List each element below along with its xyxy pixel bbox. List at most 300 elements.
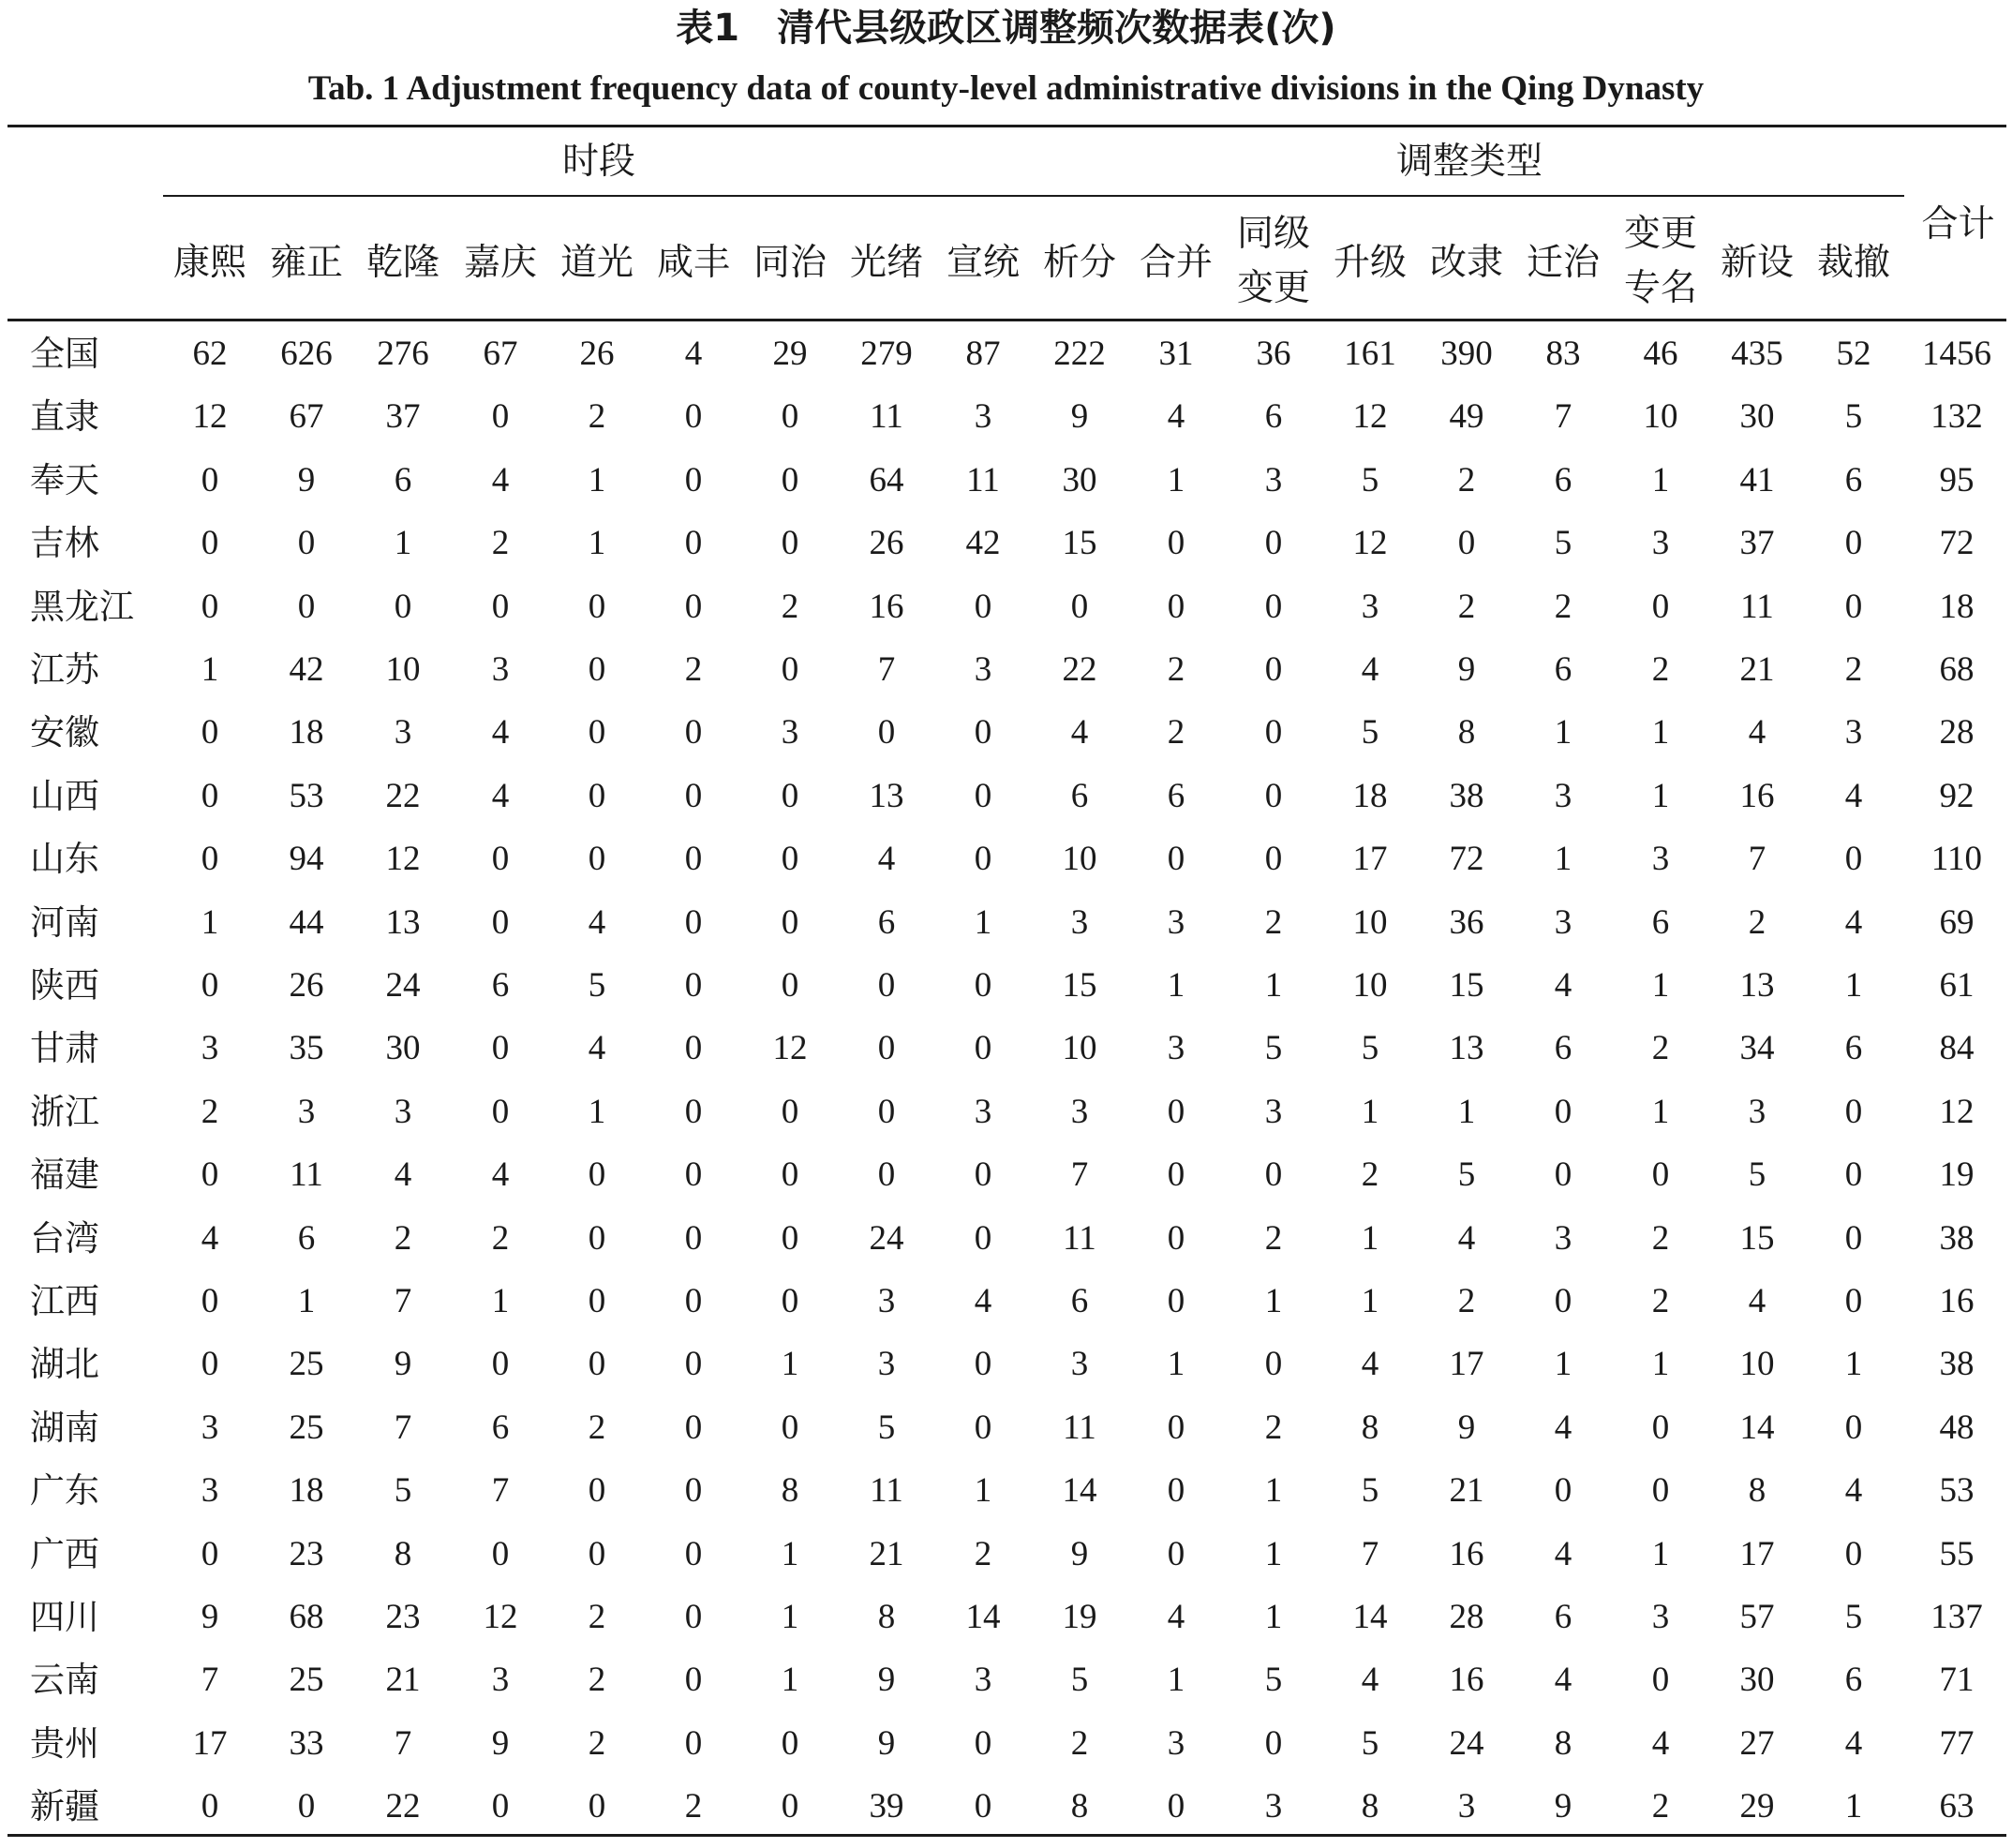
table-cell: 0 [201, 1282, 219, 1320]
table-cell: 2 [588, 1408, 606, 1447]
table-cell: 62 [192, 335, 228, 373]
table-cell: 0 [684, 713, 703, 752]
table-cell: 0 [974, 1787, 992, 1826]
table-cell: 6 [1264, 397, 1283, 436]
table-cell: 6 [1070, 777, 1089, 815]
table-cell: 4 [1554, 1408, 1572, 1447]
row-label-region: 浙江 [30, 1092, 99, 1132]
table-cell: 12 [192, 397, 228, 436]
row-label-region: 黑龙江 [30, 587, 134, 627]
table-cell: 6 [877, 903, 896, 942]
column-header: 咸丰 [656, 242, 730, 284]
table-cell: 12 [1352, 397, 1388, 436]
table-cell: 11 [1063, 1219, 1096, 1258]
table-cell: 1 [1844, 966, 1863, 1005]
column-header: 析分 [1042, 242, 1116, 284]
table-cell: 1 [297, 1282, 316, 1320]
table-cell: 5 [1361, 1724, 1379, 1763]
table-cell: 9 [1070, 1535, 1089, 1573]
table-cell: 35 [289, 1029, 324, 1067]
table-cell: 0 [684, 461, 703, 499]
table-cell: 5 [1264, 1661, 1283, 1699]
table-cell: 13 [1739, 966, 1775, 1005]
table-cell: 0 [781, 1787, 799, 1826]
total-cell: 38 [1939, 1345, 1975, 1383]
table-cell: 0 [1167, 1408, 1185, 1447]
table-cell: 4 [491, 777, 510, 815]
table-cell: 3 [1457, 1787, 1476, 1826]
table-cell: 3 [1167, 1724, 1185, 1763]
total-cell: 28 [1939, 713, 1975, 752]
table-cell: 0 [684, 1661, 703, 1699]
table-cell: 0 [877, 966, 896, 1005]
table-cell: 94 [289, 840, 324, 878]
table-cell: 1 [1167, 1345, 1185, 1383]
table-cell: 21 [1449, 1471, 1484, 1510]
table-cell: 0 [1651, 1661, 1670, 1699]
table-cell: 0 [781, 840, 799, 878]
table-cell: 1 [1651, 461, 1670, 499]
table-cell: 0 [1167, 1787, 1185, 1826]
group-header-adjustment-type: 调整类型 [1395, 141, 1543, 183]
table-cell: 0 [588, 777, 606, 815]
table-cell: 1 [974, 903, 992, 942]
table-cell: 10 [1643, 397, 1678, 436]
table-cell: 0 [1457, 524, 1476, 562]
table-cell: 15 [1062, 966, 1097, 1005]
total-cell: 53 [1939, 1471, 1975, 1510]
row-label-region: 甘肃 [30, 1028, 99, 1068]
table-cell: 18 [289, 1471, 324, 1510]
table-cell: 0 [781, 1219, 799, 1258]
table-cell: 0 [1264, 1724, 1283, 1763]
row-label-region: 江西 [30, 1281, 99, 1321]
table-cell: 0 [1554, 1093, 1572, 1131]
table-cell: 14 [965, 1598, 1001, 1636]
table-cell: 0 [588, 588, 606, 626]
row-label-region: 贵州 [30, 1723, 99, 1764]
table-cell: 0 [1167, 588, 1185, 626]
total-cell: 48 [1939, 1408, 1975, 1447]
table-cell: 5 [877, 1408, 896, 1447]
table-cell: 28 [1449, 1598, 1484, 1636]
table-cell: 0 [491, 1029, 510, 1067]
row-label-region: 四川 [30, 1597, 99, 1637]
total-cell: 61 [1939, 966, 1975, 1005]
table-cell: 4 [394, 1155, 412, 1194]
table-cell: 10 [1739, 1345, 1775, 1383]
row-label-region: 吉林 [30, 523, 99, 563]
table-cell: 3 [1264, 461, 1283, 499]
table-cell: 2 [588, 1598, 606, 1636]
table-cell: 2 [1457, 1282, 1476, 1320]
total-cell: 77 [1939, 1724, 1975, 1763]
table-cell: 0 [1651, 588, 1670, 626]
table-cell: 3 [877, 1282, 896, 1320]
row-label-region: 云南 [30, 1660, 99, 1700]
table-cell: 0 [201, 777, 219, 815]
table-cell: 0 [588, 1787, 606, 1826]
table-cell: 5 [1070, 1661, 1089, 1699]
table-cell: 13 [385, 903, 421, 942]
table-cell: 0 [974, 1219, 992, 1258]
table-cell: 3 [491, 650, 510, 689]
table-cell: 30 [1739, 397, 1775, 436]
table-cell: 0 [394, 588, 412, 626]
table-cell: 12 [1352, 524, 1388, 562]
table-cell: 11 [870, 397, 903, 436]
table-cell: 21 [385, 1661, 421, 1699]
table-cell: 0 [491, 397, 510, 436]
column-header: 宣统 [946, 242, 1020, 284]
table-cell: 0 [974, 588, 992, 626]
table-cell: 24 [385, 966, 421, 1005]
table-cell: 0 [201, 840, 219, 878]
table-cell: 0 [877, 1029, 896, 1067]
table-cell: 0 [684, 777, 703, 815]
column-header: 道光 [559, 242, 633, 284]
table-cell: 2 [1264, 1408, 1283, 1447]
table-cell: 0 [1554, 1155, 1572, 1194]
total-cell: 38 [1939, 1219, 1975, 1258]
table-cell: 0 [1167, 1219, 1185, 1258]
table-cell: 0 [297, 1787, 316, 1826]
table-cell: 6 [1844, 1029, 1863, 1067]
table-cell: 26 [869, 524, 904, 562]
table-cell: 0 [491, 903, 510, 942]
table-cell: 8 [1361, 1408, 1379, 1447]
table-cell: 8 [877, 1598, 896, 1636]
table-cell: 0 [201, 588, 219, 626]
table-cell: 9 [297, 461, 316, 499]
table-cell: 2 [1264, 903, 1283, 942]
table-cell: 24 [869, 1219, 904, 1258]
table-cell: 5 [1748, 1155, 1766, 1194]
table-cell: 0 [684, 1093, 703, 1131]
table-cell: 37 [1739, 524, 1775, 562]
table-cell: 4 [1844, 1471, 1863, 1510]
table-cell: 16 [1739, 777, 1775, 815]
table-cell: 0 [588, 713, 606, 752]
table-cell: 2 [1264, 1219, 1283, 1258]
table-cell: 36 [1256, 335, 1291, 373]
table-cell: 0 [1264, 588, 1283, 626]
table-cell: 2 [781, 588, 799, 626]
table-cell: 4 [1554, 1661, 1572, 1699]
table-cell: 67 [289, 397, 324, 436]
column-header: 改隶 [1429, 242, 1503, 284]
table-cell: 3 [1264, 1787, 1283, 1826]
column-header: 同级 [1236, 213, 1310, 255]
table-cell: 9 [491, 1724, 510, 1763]
table-cell: 10 [1352, 903, 1388, 942]
table-cell: 1 [588, 524, 606, 562]
table-cell: 0 [684, 397, 703, 436]
table-cell: 3 [1070, 1093, 1089, 1131]
table-cell: 3 [1844, 713, 1863, 752]
table-cell: 0 [1070, 588, 1089, 626]
table-cell: 0 [588, 1471, 606, 1510]
table-cell: 0 [781, 397, 799, 436]
header-bottom-rule [7, 319, 2006, 321]
table-cell: 34 [1739, 1029, 1775, 1067]
column-header: 变更 [1236, 267, 1310, 309]
table-cell: 2 [201, 1093, 219, 1131]
table-cell: 0 [1651, 1408, 1670, 1447]
table-cell: 7 [1554, 397, 1572, 436]
table-cell: 0 [1554, 1471, 1572, 1510]
table-cell: 4 [1651, 1724, 1670, 1763]
table-cell: 0 [974, 713, 992, 752]
table-cell: 25 [289, 1345, 324, 1383]
table-cell: 1 [1264, 1282, 1283, 1320]
table-cell: 1 [1361, 1093, 1379, 1131]
table-cell: 7 [491, 1471, 510, 1510]
row-label-region: 广西 [30, 1534, 99, 1574]
table-cell: 2 [1457, 461, 1476, 499]
table-cell: 0 [588, 1535, 606, 1573]
total-cell: 16 [1939, 1282, 1975, 1320]
table-cell: 3 [1554, 1219, 1572, 1258]
table-cell: 14 [1352, 1598, 1388, 1636]
column-header: 变更 [1623, 213, 1697, 255]
row-label-region: 山西 [30, 776, 99, 816]
table-cell: 21 [869, 1535, 904, 1573]
table-cell: 0 [1167, 1093, 1185, 1131]
table-cell: 3 [297, 1093, 316, 1131]
table-cell: 4 [588, 903, 606, 942]
table-cell: 4 [1361, 1345, 1379, 1383]
table-cell: 1 [1651, 1345, 1670, 1383]
table-cell: 7 [201, 1661, 219, 1699]
table-cell: 6 [1651, 903, 1670, 942]
table-cell: 3 [201, 1471, 219, 1510]
table-cell: 16 [869, 588, 904, 626]
total-cell: 19 [1939, 1155, 1975, 1194]
table-cell: 3 [781, 713, 799, 752]
table-cell: 435 [1731, 335, 1783, 373]
table-cell: 6 [1844, 461, 1863, 499]
table-cell: 8 [1554, 1724, 1572, 1763]
table-cell: 161 [1344, 335, 1396, 373]
table-cell: 15 [1062, 524, 1097, 562]
table-cell: 2 [588, 397, 606, 436]
table-cell: 25 [289, 1661, 324, 1699]
table-cell: 22 [385, 1787, 421, 1826]
table-title-chinese: 表1 清代县级政区调整频次数据表(次) [676, 7, 1336, 50]
table-cell: 1 [1844, 1345, 1863, 1383]
table-cell: 8 [1361, 1787, 1379, 1826]
column-header: 光绪 [849, 242, 923, 284]
table-cell: 1 [1651, 1535, 1670, 1573]
table-cell: 42 [965, 524, 1001, 562]
table-cell: 0 [974, 1155, 992, 1194]
table-cell: 6 [1167, 777, 1185, 815]
table-cell: 6 [1844, 1661, 1863, 1699]
table-cell: 2 [1361, 1155, 1379, 1194]
table-cell: 1 [1264, 1535, 1283, 1573]
table-cell: 9 [201, 1598, 219, 1636]
table-cell: 3 [1167, 1029, 1185, 1067]
table-cell: 8 [394, 1535, 412, 1573]
table-cell: 36 [1449, 903, 1484, 942]
table-cell: 67 [483, 335, 518, 373]
total-cell: 68 [1939, 650, 1975, 689]
table-cell: 22 [1062, 650, 1097, 689]
table-cell: 5 [1844, 397, 1863, 436]
table-cell: 12 [385, 840, 421, 878]
column-header: 升级 [1333, 242, 1407, 284]
table-cell: 4 [1070, 713, 1089, 752]
table-cell: 53 [289, 777, 324, 815]
table-cell: 7 [394, 1724, 412, 1763]
table-cell: 9 [1457, 1408, 1476, 1447]
table-cell: 14 [1062, 1471, 1097, 1510]
table-cell: 7 [877, 650, 896, 689]
total-cell: 63 [1939, 1787, 1975, 1826]
table-cell: 0 [684, 840, 703, 878]
table-cell: 0 [781, 1724, 799, 1763]
table-cell: 9 [877, 1724, 896, 1763]
table-cell: 6 [1554, 650, 1572, 689]
table-cell: 1 [1167, 1661, 1185, 1699]
row-label-region: 山东 [30, 839, 99, 879]
table-cell: 3 [1651, 1598, 1670, 1636]
table-cell: 1 [974, 1471, 992, 1510]
table-cell: 18 [289, 713, 324, 752]
table-cell: 0 [781, 1093, 799, 1131]
table-cell: 1 [1361, 1219, 1379, 1258]
table-cell: 15 [1449, 966, 1484, 1005]
table-cell: 5 [394, 1471, 412, 1510]
table-cell: 6 [1070, 1282, 1089, 1320]
table-cell: 5 [1361, 1029, 1379, 1067]
table-cell: 0 [1167, 1535, 1185, 1573]
table-cell: 0 [877, 1093, 896, 1131]
table-cell: 0 [1844, 588, 1863, 626]
column-header: 乾隆 [365, 242, 440, 284]
table-cell: 0 [781, 1282, 799, 1320]
table-cell: 3 [1070, 903, 1089, 942]
table-cell: 0 [1651, 1155, 1670, 1194]
table-cell: 2 [588, 1724, 606, 1763]
table-cell: 4 [491, 1155, 510, 1194]
table-cell: 30 [1739, 1661, 1775, 1699]
table-cell: 3 [1748, 1093, 1766, 1131]
table-cell: 27 [1739, 1724, 1775, 1763]
row-label-region: 全国 [30, 334, 99, 374]
table-cell: 4 [1167, 397, 1185, 436]
table-cell: 4 [1361, 1661, 1379, 1699]
table-cell: 0 [684, 1219, 703, 1258]
table-cell: 4 [1361, 650, 1379, 689]
table-cell: 0 [1167, 1471, 1185, 1510]
table-cell: 0 [781, 903, 799, 942]
table-cell: 276 [377, 335, 429, 373]
table-cell: 1 [1361, 1282, 1379, 1320]
table-cell: 1 [1167, 966, 1185, 1005]
table-cell: 3 [974, 650, 992, 689]
top-rule [7, 125, 2006, 127]
table-cell: 7 [1748, 840, 1766, 878]
table-cell: 0 [1167, 1155, 1185, 1194]
table-cell: 7 [1361, 1535, 1379, 1573]
table-cell: 0 [1264, 524, 1283, 562]
table-cell: 4 [1748, 713, 1766, 752]
table-cell: 6 [1554, 1029, 1572, 1067]
table-cell: 279 [860, 335, 913, 373]
table-cell: 0 [1167, 524, 1185, 562]
table-cell: 57 [1739, 1598, 1775, 1636]
table-cell: 17 [192, 1724, 228, 1763]
table-cell: 0 [201, 966, 219, 1005]
table-cell: 46 [1643, 335, 1678, 373]
table-cell: 5 [1844, 1598, 1863, 1636]
table-cell: 0 [588, 1155, 606, 1194]
table-cell: 0 [201, 524, 219, 562]
table-cell: 0 [781, 1408, 799, 1447]
table-cell: 4 [1167, 1598, 1185, 1636]
table-cell: 2 [1167, 713, 1185, 752]
table-cell: 3 [1651, 524, 1670, 562]
table-cell: 5 [1264, 1029, 1283, 1067]
table-cell: 10 [1352, 966, 1388, 1005]
table-cell: 18 [1352, 777, 1388, 815]
table-cell: 9 [1070, 397, 1089, 436]
total-cell: 69 [1939, 903, 1975, 942]
table-cell: 0 [974, 1029, 992, 1067]
table-cell: 1 [781, 1535, 799, 1573]
table-cell: 2 [491, 1219, 510, 1258]
table-cell: 0 [1844, 1282, 1863, 1320]
table-cell: 1 [201, 903, 219, 942]
table-cell: 0 [684, 1408, 703, 1447]
table-cell: 0 [201, 1345, 219, 1383]
table-cell: 1 [781, 1345, 799, 1383]
table-cell: 3 [491, 1661, 510, 1699]
table-cell: 3 [201, 1408, 219, 1447]
table-cell: 0 [781, 966, 799, 1005]
total-cell: 12 [1939, 1093, 1975, 1131]
table-cell: 1 [1651, 1093, 1670, 1131]
table-cell: 0 [201, 461, 219, 499]
table-cell: 83 [1545, 335, 1581, 373]
table-cell: 8 [1457, 713, 1476, 752]
total-cell: 95 [1939, 461, 1975, 499]
column-header: 新设 [1720, 242, 1794, 284]
table-cell: 11 [1740, 588, 1774, 626]
column-header: 专名 [1623, 267, 1697, 309]
total-cell: 137 [1930, 1598, 1983, 1636]
table-cell: 10 [385, 650, 421, 689]
table-cell: 13 [869, 777, 904, 815]
table-cell: 22 [385, 777, 421, 815]
group-header-period: 时段 [561, 141, 635, 183]
table-cell: 3 [1167, 903, 1185, 942]
table-cell: 13 [1449, 1029, 1484, 1067]
table-cell: 0 [1264, 777, 1283, 815]
table-cell: 0 [877, 713, 896, 752]
table-cell: 2 [1554, 588, 1572, 626]
table-cell: 0 [974, 1408, 992, 1447]
row-label-region: 陕西 [30, 965, 99, 1006]
table-cell: 4 [1844, 1724, 1863, 1763]
table-cell: 1 [1554, 840, 1572, 878]
table-cell: 4 [1844, 903, 1863, 942]
total-cell: 55 [1939, 1535, 1975, 1573]
table-cell: 0 [974, 1345, 992, 1383]
table-cell: 1 [491, 1282, 510, 1320]
